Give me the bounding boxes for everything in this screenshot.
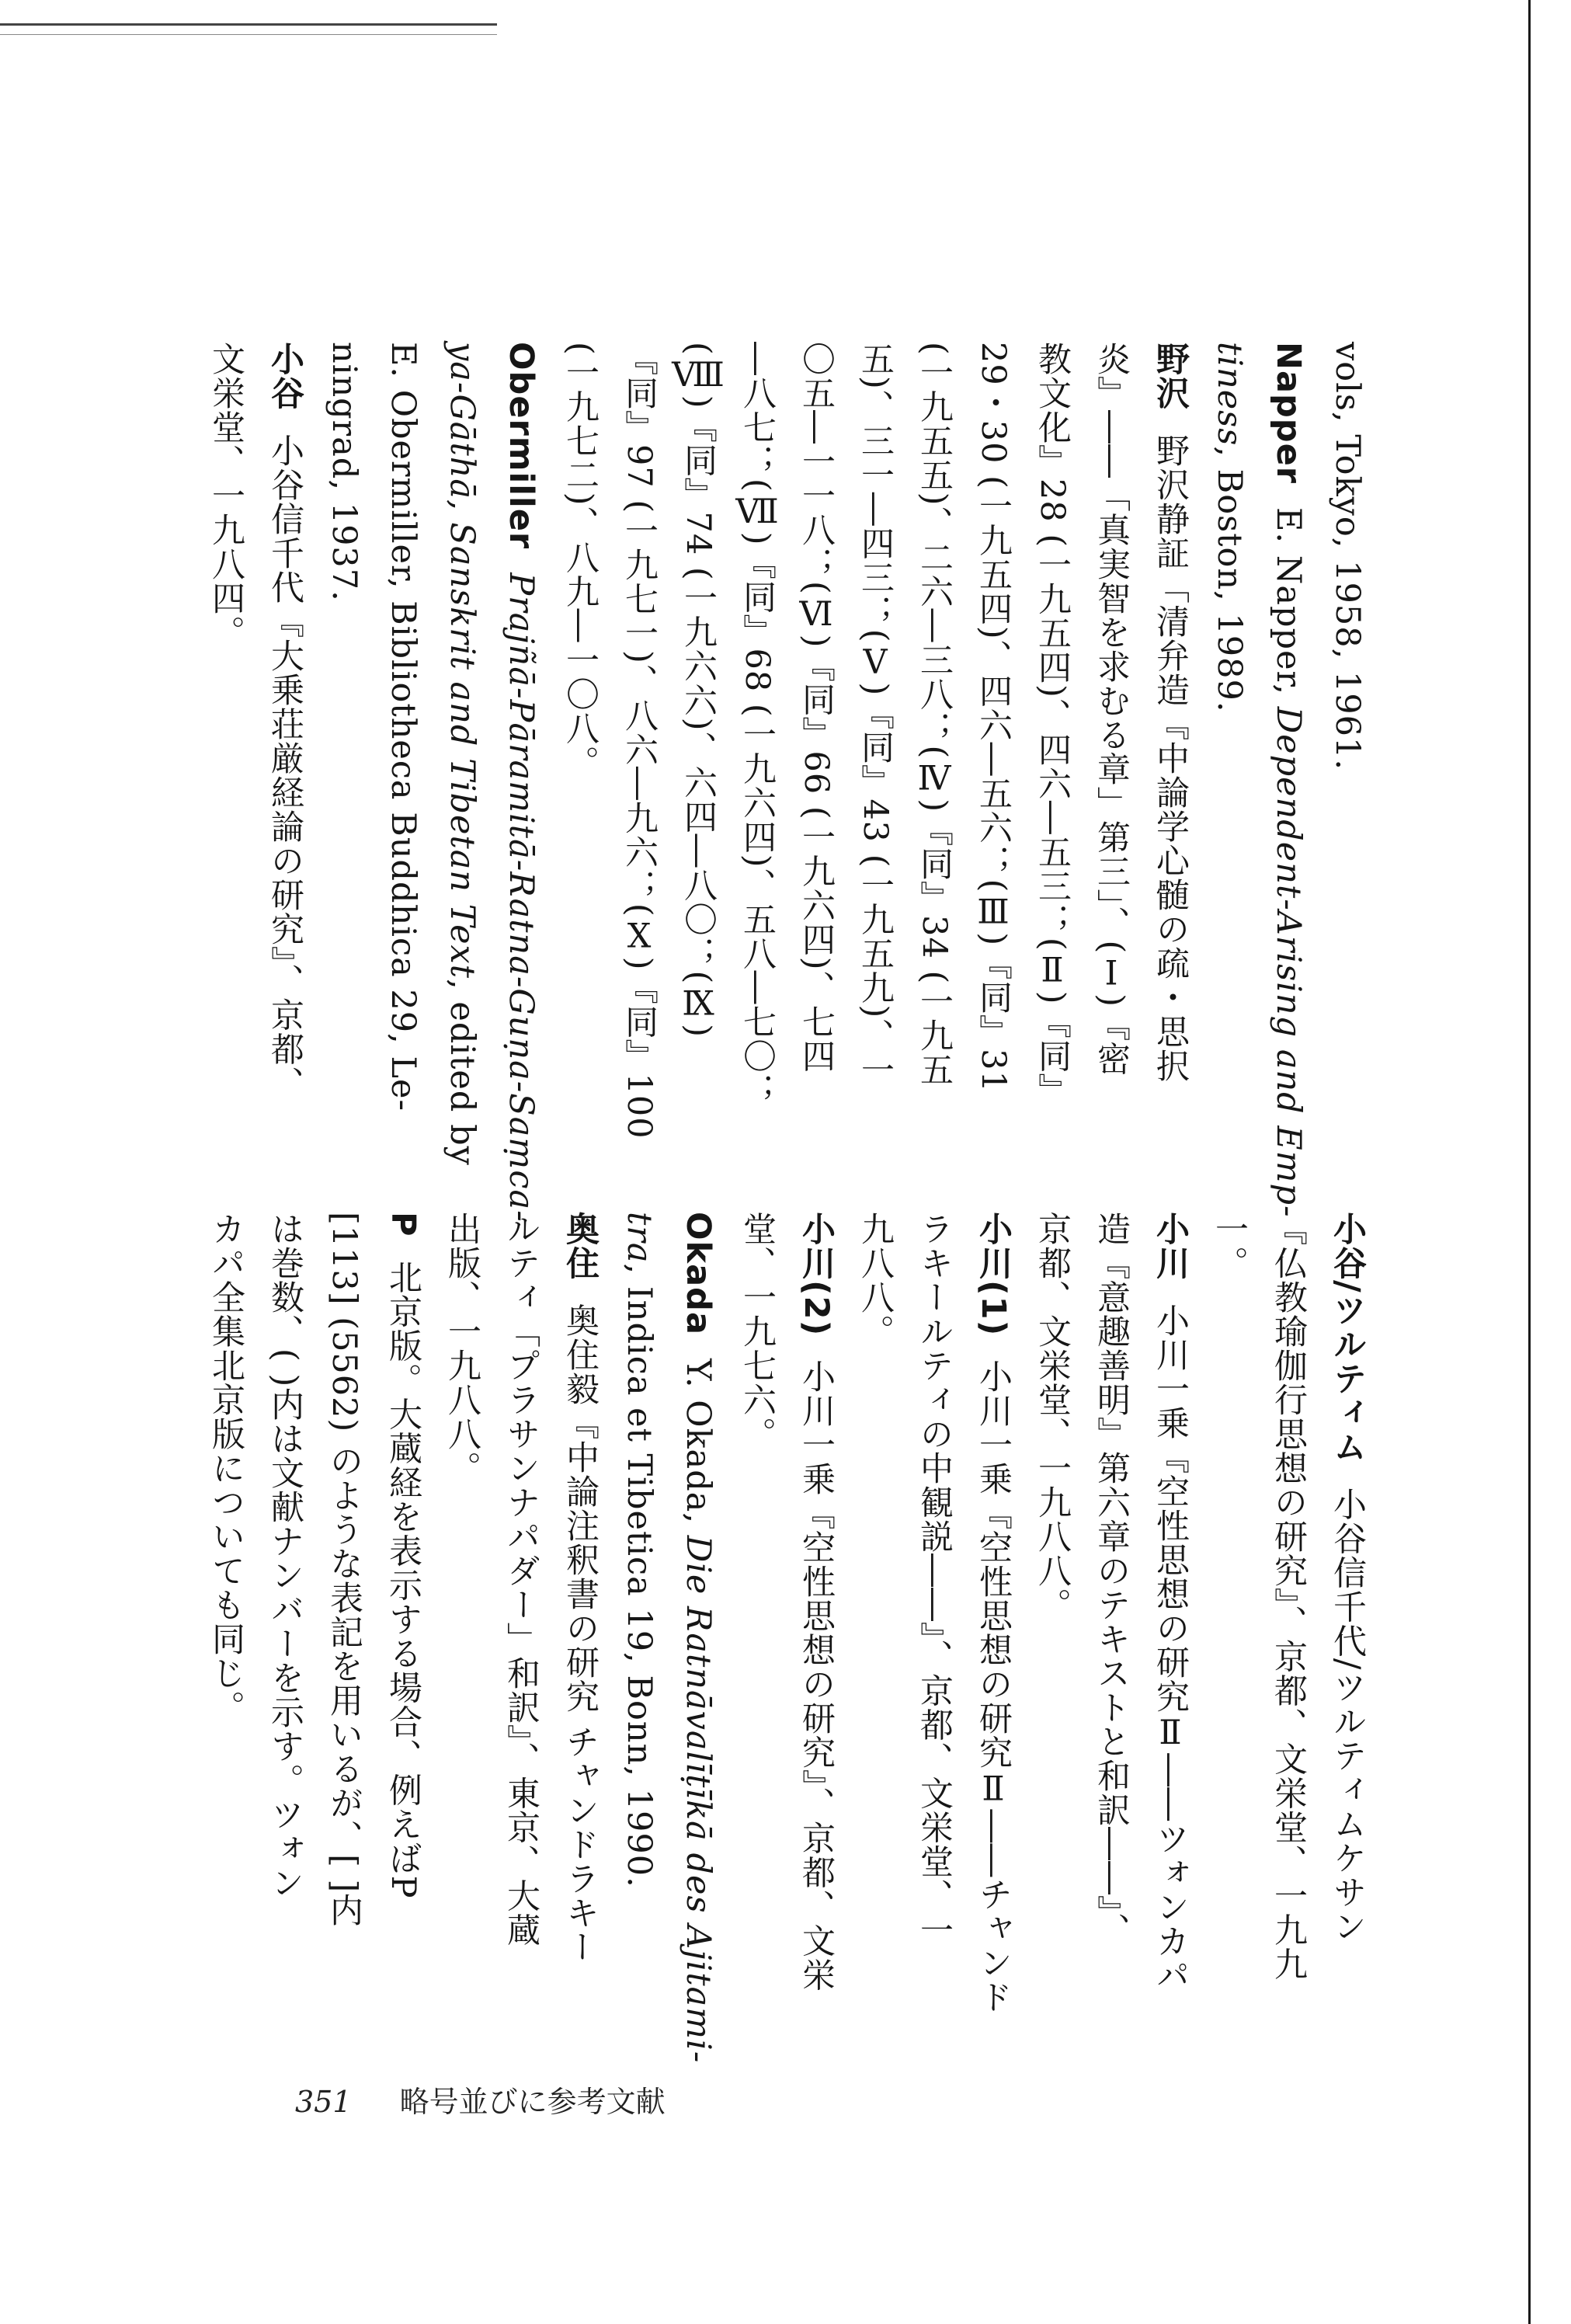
- entry-head-ogawa: 小川: [1151, 1212, 1190, 1280]
- page-number: 351: [295, 2085, 352, 2119]
- page-edge-line: [1528, 0, 1531, 2324]
- entry-ogawa-line: 造『意趣善明』第六章のテキストと和訳――』、: [1092, 1212, 1131, 1947]
- entry-ogawa-1: 小川(1)小川一乗『空性思想の研究Ⅱ――チャンド: [974, 1212, 1013, 2015]
- entry-otani-tsultrim-line: 『仏教瑜伽行思想の研究』、京都、文栄堂、一九九: [1269, 1212, 1308, 1981]
- entry-nozawa-line: (一九五五)、二六―三八；(Ⅳ)『同』34 (一九五: [915, 342, 954, 1087]
- entry-otani-tsultrim-line: 一。: [1210, 1212, 1249, 1280]
- entry-otani-line: 文栄堂、一九八四。: [207, 342, 245, 649]
- entry-okada: OkadaY. Okada, Die Ratnāvalīṭīkā des Ajitami-: [679, 1212, 718, 2064]
- entry-head-otani: 小谷: [266, 342, 304, 410]
- entry-head-ogawa-2: 小川(2): [797, 1212, 836, 1337]
- entry-ogawa-line: 京都、文栄堂、一九八八。: [1033, 1212, 1072, 1622]
- entry-napper: NapperE. Napper, Dependent-Arising and Emp-: [1269, 342, 1308, 1218]
- entry-head-obermiller: Obermiller: [502, 342, 540, 550]
- entry-nozawa-line: 教文化』28 (一九五四)、四六―五三；(Ⅱ)『同』: [1033, 342, 1072, 1108]
- top-rule: [0, 23, 497, 26]
- entry-okuzumi: 奥住奥住毅『中論注釈書の研究 チャンドラキー: [561, 1212, 600, 1964]
- entry-head-okuzumi: 奥住: [561, 1212, 600, 1280]
- entry-ogawa-1-line: ラキールティの中観説――』、京都、文栄堂、一: [915, 1212, 954, 1947]
- entry-obermiller-line: E. Obermiller, Bibliotheca Buddhica 29, Le-: [384, 342, 422, 1112]
- entry-ogawa: 小川小川一乗『空性思想の研究Ⅱ――ツォンカパ: [1151, 1212, 1190, 1993]
- entry-p-line: [113] (5562) のような表記を用いるが、[ ]内: [325, 1212, 363, 1928]
- entry-p-line: カパ全集北京版についても同じ。: [207, 1212, 245, 1724]
- running-title: 略号並びに参考文献: [399, 2085, 666, 2119]
- bibliography-lower-block: [196, 1212, 1377, 2113]
- entry-nozawa-line: 炎』――「真実智を求むる章」第三」、(Ⅰ)『密: [1092, 342, 1131, 1077]
- entry-obermiller-line: ningrad, 1937.: [325, 342, 363, 602]
- top-rule-thin: [0, 34, 497, 35]
- entry-head-ogawa-1: 小川(1): [974, 1212, 1013, 1337]
- entry-nozawa-line: 五)、三一―四三；(Ⅴ)『同』43 (一九五九)、一: [856, 342, 895, 1087]
- entry-head-p: P: [384, 1212, 422, 1237]
- entry-otani-tsultrim: 小谷/ツルティム小谷信千代/ツルティムケサン: [1328, 1212, 1367, 1944]
- entry-ogawa-2-line: 堂、一九七六。: [738, 1212, 777, 1451]
- entry-p-line: は巻数、( )内は文献ナンバーを示す。ツォン: [266, 1212, 304, 1901]
- entry-otani: 小谷小谷信千代『大乗荘厳経論の研究』、京都、: [266, 342, 304, 1101]
- entry-nozawa-line: 29・30 (一九五四)、四六―五六；(Ⅲ)『同』31: [974, 342, 1013, 1093]
- entry-ogawa-2: 小川(2)小川一乗『空性思想の研究』、京都、文栄: [797, 1212, 836, 1992]
- bibliography-upper-block: [196, 342, 1377, 1243]
- entry-continuation: vols, Tokyo, 1958, 1961.: [1328, 342, 1367, 771]
- entry-head-otani-tsultrim: 小谷/ツルティム: [1328, 1212, 1367, 1464]
- entry-head-napper: Napper: [1269, 342, 1308, 484]
- entry-p: P北京版。大蔵経を表示する場合、例えばP: [384, 1212, 422, 1899]
- entry-okuzumi-line: 出版、一九八八。: [443, 1212, 481, 1485]
- entry-napper-line2: tiness, Boston, 1989.: [1210, 342, 1249, 713]
- entry-nozawa-line: (Ⅷ)『同』74 (一九六六)、六四―八〇；(Ⅸ): [679, 342, 718, 1038]
- entry-nozawa-line: (一九七二)、八九―一〇八。: [561, 342, 600, 780]
- entry-okada-line: tra, Indica et Tibetica 19, Bonn, 1990.: [620, 1212, 659, 1888]
- page-footer: [295, 2078, 666, 2120]
- entry-nozawa-line: 『同』97 (一九七一)、八六―九六；(Ⅹ)『同』100: [620, 342, 659, 1139]
- entry-nozawa: 野沢野沢静証「清弁造『中論学心髄の疏・思択: [1151, 342, 1190, 1084]
- entry-okuzumi-line: ルティ「プラサンナパダー」和訳』、東京、大蔵: [502, 1212, 540, 1947]
- entry-nozawa-line: ―八七；(Ⅶ)『同』68 (一九六四)、五八―七〇；: [738, 342, 777, 1108]
- entry-obermiller: ObermillerPrajñā-Pāramitā-Ratna-Guṇa-Saṃca-: [502, 342, 540, 1223]
- entry-ogawa-1-line: 九八八。: [856, 1212, 895, 1348]
- entry-nozawa-line: 〇五―一一八；(Ⅵ)『同』66 (一九六四)、七四: [797, 342, 836, 1073]
- entry-obermiller-line: ya-Gāthā, Sanskrit and Tibetan Text, edited by: [443, 342, 481, 1166]
- entry-head-nozawa: 野沢: [1151, 342, 1190, 410]
- entry-head-okada: Okada: [679, 1212, 718, 1335]
